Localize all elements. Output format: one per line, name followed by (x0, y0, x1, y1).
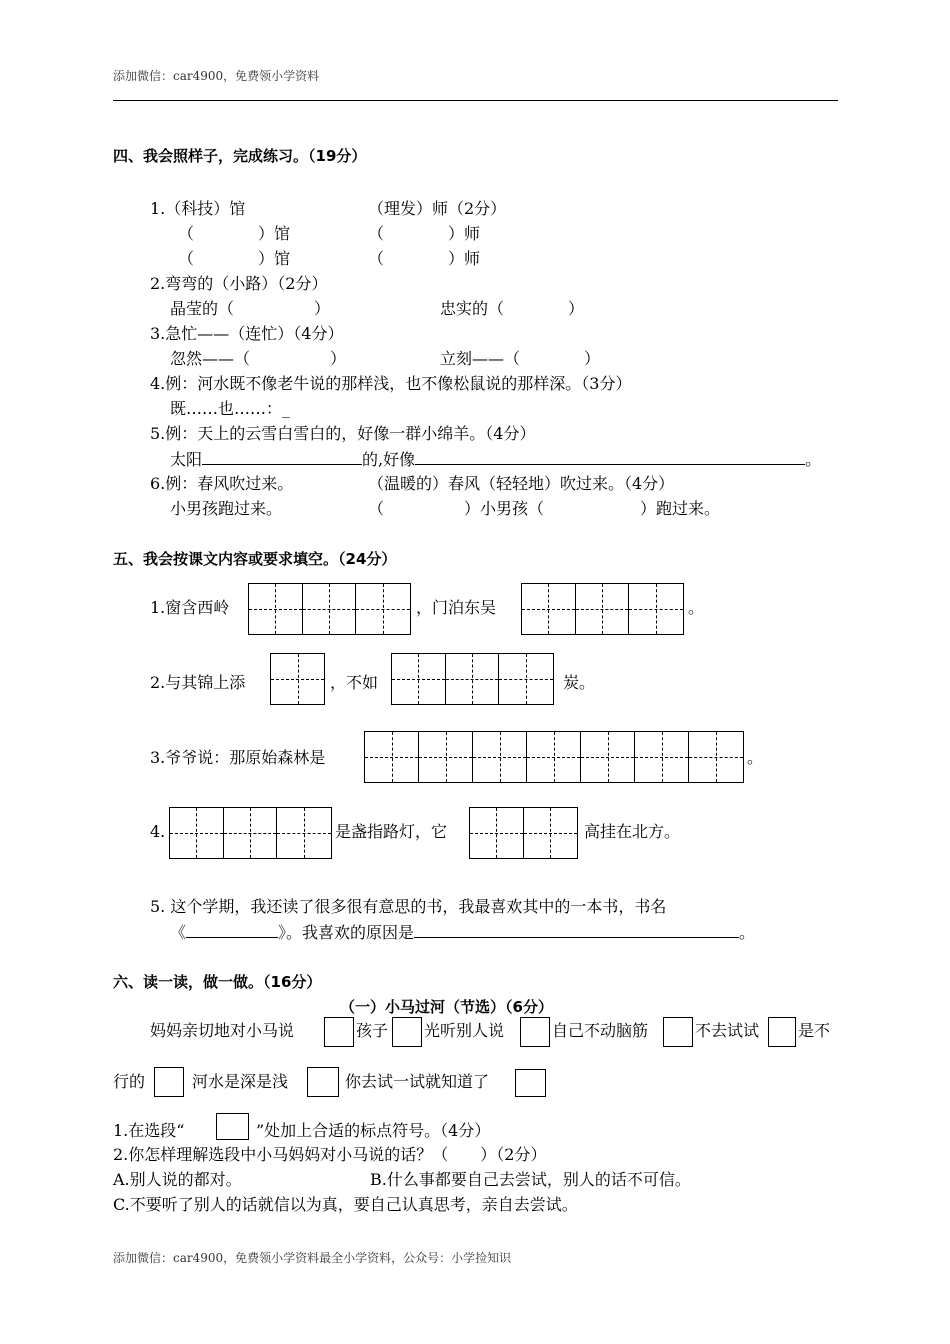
s5-q2-text-a: 2.与其锦上添 (150, 673, 246, 692)
s4-q6-prompt-a: 小男孩跑过来。 (170, 499, 283, 518)
s4-q6-prompt-b[interactable]: （ ）小男孩（ ）跑过来。 (368, 499, 721, 518)
s4-q3-blank-a[interactable]: 忽然——（ ） (170, 349, 347, 368)
grid-cell[interactable] (470, 808, 524, 858)
s4-q5-middle: 的,好像 (362, 450, 416, 469)
s4-q3-example: 3.急忙——（连忙）（4分） (150, 324, 344, 343)
grid-cell[interactable] (224, 808, 278, 858)
passage-p9: 你去试一试就知道了 (345, 1072, 490, 1091)
s4-q2-example: 2.弯弯的（小路）（2分） (150, 274, 328, 293)
s4-q4-prompt[interactable]: 既……也……：_ (170, 399, 291, 418)
s5-q5-end: 。 (739, 923, 756, 942)
grid-cell[interactable] (689, 732, 743, 782)
punct-sample-box (216, 1113, 249, 1140)
s5-q3-text-a: 3.爷爷说：那原始森林是 (150, 748, 326, 767)
s4-q2-blank-b[interactable]: 忠实的（ ） (440, 299, 585, 318)
s4-q5-example: 5.例：天上的云雪白雪白的，好像一群小绵羊。（4分） (150, 424, 536, 443)
section6-title: 六、读一读，做一做。（16分） (113, 973, 322, 991)
section4-title: 四、我会照样子，完成练习。（19分） (113, 147, 367, 165)
grid-cell[interactable] (629, 584, 683, 634)
punct-box[interactable] (768, 1017, 796, 1047)
passage-p6: 是不 (798, 1021, 831, 1040)
grid-cell[interactable] (522, 584, 576, 634)
s5-q3-grid[interactable] (364, 731, 744, 783)
grid-cell[interactable] (499, 654, 553, 704)
s4-q5-line-1[interactable] (202, 449, 362, 465)
punct-box[interactable] (324, 1017, 354, 1047)
punct-box[interactable] (515, 1069, 546, 1097)
s4-q2-blank-a[interactable]: 晶莹的（ ） (170, 299, 331, 318)
grid-cell[interactable] (249, 584, 303, 634)
s5-q5-line1: 5. 这个学期，我还读了很多很有意思的书，我最喜欢其中的一本书，书名 (150, 897, 667, 916)
s4-q6-example-b: （温暖的）春风（轻轻地）吹过来。（4分） (368, 474, 675, 493)
s5-q1-text-a: 1.窗含西岭 (150, 598, 230, 617)
header-note: 添加微信：car4900，免费领小学资料 (113, 69, 320, 83)
punct-box[interactable] (307, 1067, 339, 1097)
grid-cell[interactable] (576, 584, 630, 634)
punct-box[interactable] (663, 1017, 693, 1047)
s5-q4-grid-b[interactable] (469, 807, 578, 859)
passage-p8: 河水是深是浅 (192, 1072, 289, 1091)
s5-q5-open: 《 (170, 923, 187, 942)
passage-p3: 光听别人说 (424, 1021, 505, 1040)
passage-title: （一）小马过河（节选）（6分） (340, 998, 553, 1016)
passage-p7: 行的 (113, 1072, 146, 1091)
s5-q2-grid-a[interactable] (270, 653, 325, 705)
s4-q5-answer (170, 449, 821, 470)
s5-q5-mid: 》。我喜欢的原因是 (278, 923, 415, 942)
passage-p5: 不去试试 (695, 1021, 760, 1040)
section5-title: 五、我会按课文内容或要求填空。（24分） (113, 550, 397, 568)
grid-cell[interactable] (581, 732, 635, 782)
grid-cell[interactable] (271, 654, 324, 704)
grid-cell[interactable] (527, 732, 581, 782)
s5-q5-book-line[interactable] (186, 922, 278, 938)
s5-q2-grid-b[interactable] (391, 653, 554, 705)
s5-q4-end: 高挂在北方。 (584, 822, 681, 841)
s5-q4-text-a: 4. (150, 822, 166, 841)
s5-q2-end: 炭。 (563, 673, 596, 692)
s5-q1-grid-a[interactable] (248, 583, 411, 635)
s5-q4-grid-a[interactable] (169, 807, 332, 859)
header-rule (113, 100, 838, 101)
s5-q4-text-b: 是盏指路灯，它 (335, 822, 448, 841)
grid-cell[interactable] (524, 808, 578, 858)
passage-p1: 妈妈亲切地对小马说 (150, 1021, 295, 1040)
s6-q1-text-b: ”处加上合适的标点符号。（4分） (256, 1121, 491, 1140)
s5-q5-reason-line[interactable] (414, 922, 739, 938)
option-a[interactable]: A.别人说的都对。 (113, 1170, 242, 1189)
passage-p2: 孩子 (356, 1021, 389, 1040)
s6-q2: 2.你怎样理解选段中小马妈妈对小马说的话？（ ）（2分） (113, 1145, 547, 1164)
s4-q1-blank-b1[interactable]: （ ）师 (368, 224, 481, 243)
punct-box[interactable] (392, 1017, 422, 1047)
s5-q2-text-b: ，不如 (330, 673, 379, 692)
grid-cell[interactable] (473, 732, 527, 782)
s4-q1-blank-b2[interactable]: （ ）师 (368, 249, 481, 268)
grid-cell[interactable] (635, 732, 689, 782)
s5-q5-line2 (170, 922, 755, 943)
grid-cell[interactable] (446, 654, 500, 704)
option-b[interactable]: B.什么事都要自己去尝试，别人的话不可信。 (370, 1170, 691, 1189)
grid-cell[interactable] (170, 808, 224, 858)
s4-q1-blank-a1[interactable]: （ ）馆 (178, 224, 291, 243)
s5-q3-end: 。 (747, 748, 764, 767)
grid-cell[interactable] (277, 808, 331, 858)
s4-q4-example: 4.例：河水既不像老牛说的那样浅，也不像松鼠说的那样深。（3分） (150, 374, 632, 393)
grid-cell[interactable] (303, 584, 357, 634)
s5-q1-end: 。 (688, 598, 705, 617)
s6-q1-text-a: 1.在选段“ (113, 1121, 185, 1140)
punct-box[interactable] (520, 1017, 550, 1047)
s5-q1-text-b: ，门泊东吴 (416, 598, 497, 617)
grid-cell[interactable] (419, 732, 473, 782)
s4-q5-prefix: 太阳 (170, 450, 203, 469)
grid-cell[interactable] (365, 732, 419, 782)
grid-cell[interactable] (356, 584, 410, 634)
s4-q3-blank-b[interactable]: 立刻——（ ） (440, 349, 601, 368)
punct-box[interactable] (154, 1067, 184, 1097)
s4-q5-line-2[interactable] (415, 449, 805, 465)
s4-q5-end: 。 (805, 450, 822, 469)
grid-cell[interactable] (392, 654, 446, 704)
passage-p4: 自己不动脑筋 (552, 1021, 649, 1040)
s4-q1-example-b: （理发）师（2分） (368, 199, 507, 218)
s4-q1-blank-a2[interactable]: （ ）馆 (178, 249, 291, 268)
option-c[interactable]: C.不要听了别人的话就信以为真，要自己认真思考，亲自去尝试。 (113, 1195, 578, 1214)
footer-note: 添加微信：car4900，免费领小学资料最全小学资料，公众号：小学捡知识 (113, 1251, 512, 1265)
s4-q1-example-a: 1.（科技）馆 (150, 199, 246, 218)
s5-q1-grid-b[interactable] (521, 583, 684, 635)
s4-q6-example-a: 6.例：春风吹过来。 (150, 474, 294, 493)
